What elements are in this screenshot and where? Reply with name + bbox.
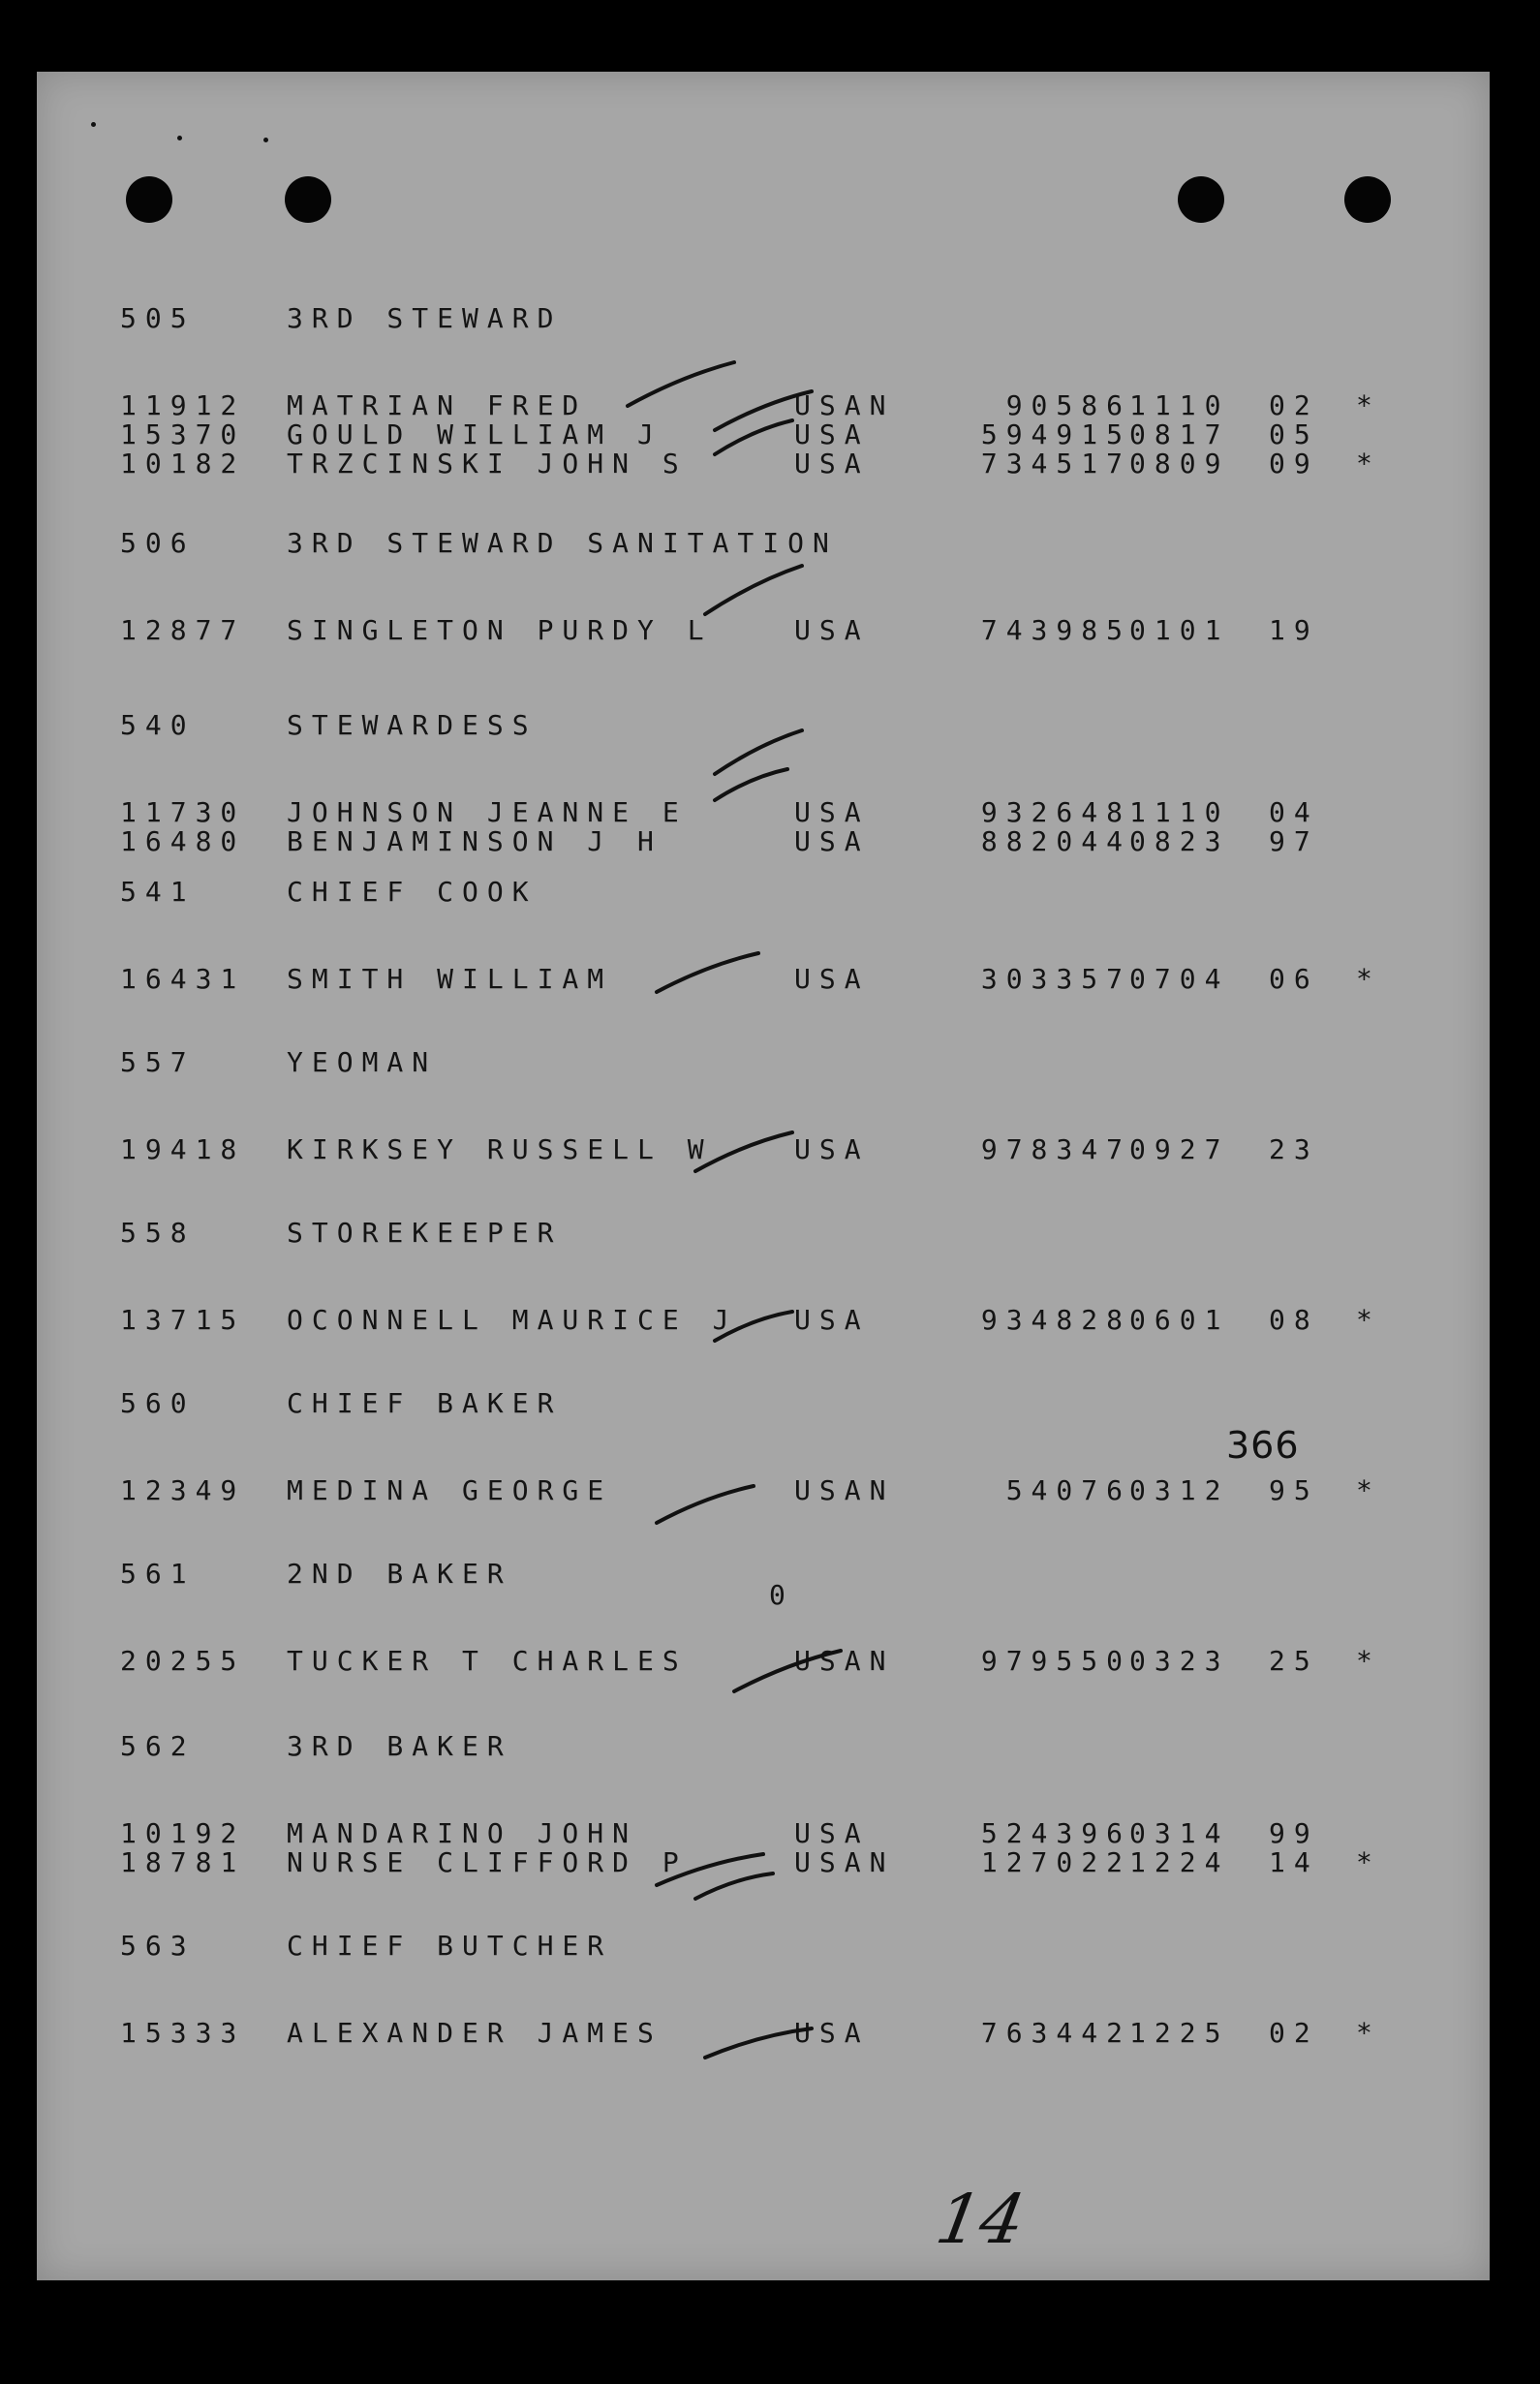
crew-row (37, 448, 1490, 486)
date-code: 1110 (1129, 389, 1230, 421)
section-header (37, 876, 1490, 914)
document-number: 882044 (980, 825, 1131, 857)
crew-name: TRZCINSKI JOHN S (287, 448, 688, 480)
citizenship: USA (794, 825, 870, 857)
date-code: 0323 (1129, 1645, 1230, 1677)
year-code: 02 (1269, 389, 1319, 421)
citizenship: USA (794, 1304, 870, 1336)
crew-name: MATRIAN FRED (287, 389, 588, 421)
crew-row (37, 1133, 1490, 1172)
date-code: 0704 (1129, 963, 1230, 995)
crew-row (37, 963, 1490, 1002)
date-code: 1225 (1129, 2017, 1230, 2049)
rating-title: STEWARDESS (287, 709, 538, 741)
crew-name: JOHNSON JEANNE E (287, 796, 688, 828)
punch-hole (1344, 176, 1391, 223)
rating-title: 3RD BAKER (287, 1730, 512, 1762)
document-page (37, 72, 1490, 2280)
year-code: 99 (1269, 1817, 1319, 1849)
rating-title: STOREKEEPER (287, 1217, 563, 1249)
section-header (37, 302, 1490, 341)
rating-code: 562 (120, 1730, 196, 1762)
rating-code: 505 (120, 302, 196, 334)
crew-id: 10192 (120, 1817, 246, 1849)
citizenship: USA (794, 448, 870, 480)
date-code: 0817 (1129, 418, 1230, 450)
crew-row (37, 825, 1490, 864)
year-code: 23 (1269, 1133, 1319, 1165)
check-stroke (705, 566, 802, 614)
date-code: 0823 (1129, 825, 1230, 857)
crew-name: SINGLETON PURDY L (287, 614, 713, 646)
rating-title: 3RD STEWARD SANITATION (287, 527, 838, 559)
section-header (37, 1730, 1490, 1769)
date-code: 0312 (1129, 1474, 1230, 1506)
rating-code: 557 (120, 1046, 196, 1078)
rating-code: 563 (120, 1930, 196, 1962)
citizenship: USA (794, 1817, 870, 1849)
crew-id: 16431 (120, 963, 246, 995)
citizenship: USA (794, 2017, 870, 2049)
crew-row (37, 1846, 1490, 1885)
citizenship: USA (794, 614, 870, 646)
citizenship: USAN (794, 1846, 895, 1878)
rating-title: CHIEF BUTCHER (287, 1930, 613, 1962)
document-number: 90586 (1005, 389, 1131, 421)
crew-name: MEDINA GEORGE (287, 1474, 613, 1506)
rating-code: 558 (120, 1217, 196, 1249)
section-header (37, 1387, 1490, 1426)
crew-name: SMITH WILLIAM (287, 963, 613, 995)
crew-id: 12877 (120, 614, 246, 646)
crew-id: 18781 (120, 1846, 246, 1878)
citizenship: USA (794, 796, 870, 828)
crew-id: 15333 (120, 2017, 246, 2049)
year-code: 09 (1269, 448, 1319, 480)
speck (263, 138, 268, 142)
document-number: 932648 (980, 796, 1131, 828)
crew-row (37, 1304, 1490, 1343)
asterisk-mark: * (1356, 963, 1381, 995)
crew-name: BENJAMINSON J H (287, 825, 662, 857)
year-code: 14 (1269, 1846, 1319, 1878)
section-header (37, 1558, 1490, 1596)
year-code: 05 (1269, 418, 1319, 450)
crew-id: 12349 (120, 1474, 246, 1506)
section-header (37, 1217, 1490, 1255)
crew-row (37, 614, 1490, 653)
rating-title: CHIEF BAKER (287, 1387, 563, 1419)
rating-title: 2ND BAKER (287, 1558, 512, 1590)
punch-hole (1178, 176, 1224, 223)
crew-row (37, 2017, 1490, 2056)
crew-id: 16480 (120, 825, 246, 857)
asterisk-mark: * (1356, 448, 1381, 480)
crew-id: 19418 (120, 1133, 246, 1165)
date-code: 1224 (1129, 1846, 1230, 1878)
crew-row (37, 1474, 1490, 1513)
section-header (37, 1046, 1490, 1085)
crew-name: GOULD WILLIAM J (287, 418, 662, 450)
asterisk-mark: * (1356, 1474, 1381, 1506)
year-code: 95 (1269, 1474, 1319, 1506)
citizenship: USA (794, 963, 870, 995)
document-number: 524396 (980, 1817, 1131, 1849)
crew-id: 15370 (120, 418, 246, 450)
section-header (37, 709, 1490, 748)
year-code: 02 (1269, 2017, 1319, 2049)
document-number: 979550 (980, 1645, 1131, 1677)
crew-id: 20255 (120, 1645, 246, 1677)
date-code: 1110 (1129, 796, 1230, 828)
crew-name: MANDARINO JOHN (287, 1817, 638, 1849)
rating-code: 560 (120, 1387, 196, 1419)
year-code: 04 (1269, 796, 1319, 828)
rating-title: YEOMAN (287, 1046, 438, 1078)
crew-name: KIRKSEY RUSSELL W (287, 1133, 713, 1165)
citizenship: USAN (794, 389, 895, 421)
rating-code: 540 (120, 709, 196, 741)
year-code: 06 (1269, 963, 1319, 995)
document-number: 54076 (1005, 1474, 1131, 1506)
crew-id: 11912 (120, 389, 246, 421)
date-code: 0927 (1129, 1133, 1230, 1165)
crew-id: 11730 (120, 796, 246, 828)
year-code: 25 (1269, 1645, 1319, 1677)
document-number: 763442 (980, 2017, 1131, 2049)
document-number: 127022 (980, 1846, 1131, 1878)
crew-row (37, 1645, 1490, 1684)
document-number: 734517 (980, 448, 1131, 480)
rating-title: 3RD STEWARD (287, 302, 563, 334)
asterisk-mark: * (1356, 389, 1381, 421)
document-number: 594915 (980, 418, 1131, 450)
citizenship: USAN (794, 1474, 895, 1506)
asterisk-mark: * (1356, 1846, 1381, 1878)
handwritten-page-number: 14 (930, 2180, 1032, 2259)
rating-code: 506 (120, 527, 196, 559)
document-number: 978347 (980, 1133, 1131, 1165)
speck (177, 136, 182, 140)
year-code: 97 (1269, 825, 1319, 857)
date-code: 0101 (1129, 614, 1230, 646)
rating-code: 561 (120, 1558, 196, 1590)
asterisk-mark: * (1356, 2017, 1381, 2049)
rating-title: CHIEF COOK (287, 876, 538, 908)
asterisk-mark: * (1356, 1645, 1381, 1677)
crew-name: ALEXANDER JAMES (287, 2017, 662, 2049)
section-header (37, 1930, 1490, 1968)
crew-id: 13715 (120, 1304, 246, 1336)
rating-code: 541 (120, 876, 196, 908)
asterisk-mark: * (1356, 1304, 1381, 1336)
citizenship: USAN (794, 1645, 895, 1677)
zero-mark: 0 (769, 1579, 785, 1611)
speck (91, 122, 96, 127)
crew-id: 10182 (120, 448, 246, 480)
crew-name: OCONNELL MAURICE J (287, 1304, 738, 1336)
document-number: 303357 (980, 963, 1131, 995)
crew-name: TUCKER T CHARLES (287, 1645, 688, 1677)
punch-hole (126, 176, 172, 223)
crew-name: NURSE CLIFFORD P (287, 1846, 688, 1878)
punch-hole (285, 176, 331, 223)
stamped-number: 366 (1226, 1424, 1300, 1467)
document-number: 743985 (980, 614, 1131, 646)
section-header (37, 527, 1490, 566)
citizenship: USA (794, 418, 870, 450)
date-code: 0314 (1129, 1817, 1230, 1849)
date-code: 0809 (1129, 448, 1230, 480)
citizenship: USA (794, 1133, 870, 1165)
year-code: 19 (1269, 614, 1319, 646)
year-code: 08 (1269, 1304, 1319, 1336)
document-number: 934828 (980, 1304, 1131, 1336)
date-code: 0601 (1129, 1304, 1230, 1336)
